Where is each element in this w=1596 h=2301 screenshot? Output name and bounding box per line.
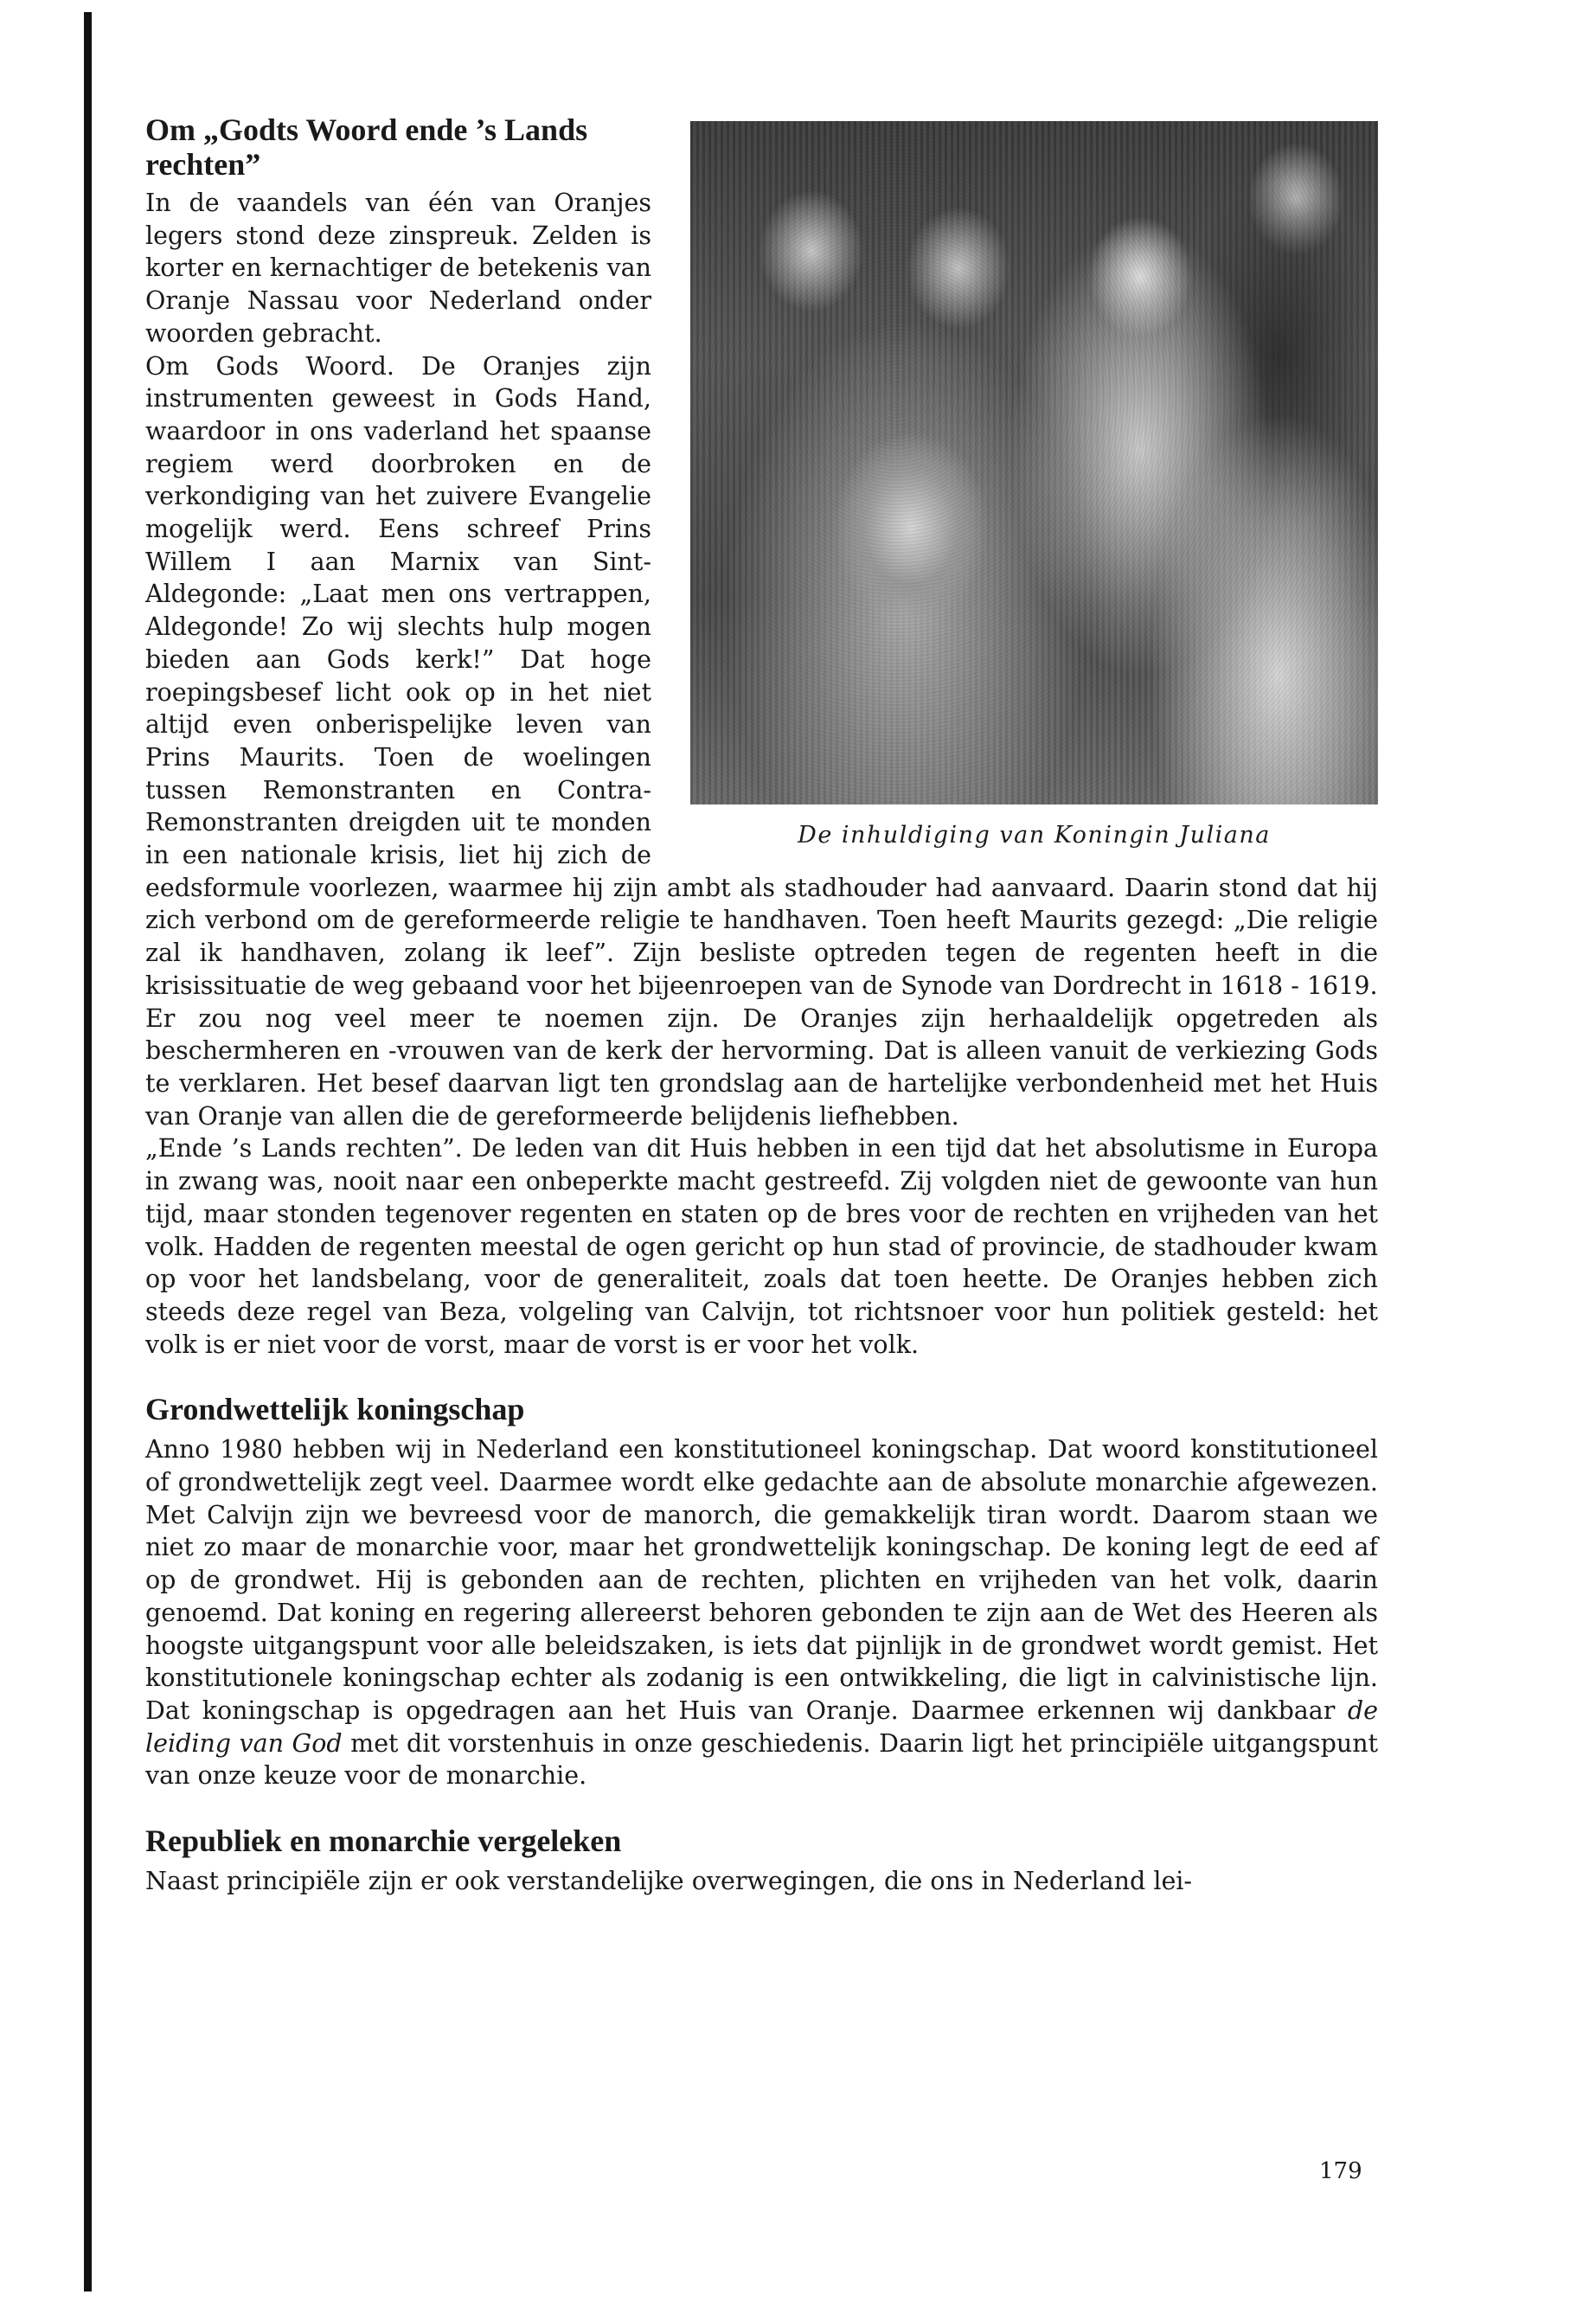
- paragraph-lands-rechten: „Ende ’s Lands rechten”. De leden van dit Huis hebben in een tijd dat het absolutisme in Europa in zwang was, nooit naar een onbeperkte macht gestreefd. Zij volgden niet de gewoonte van hun tijd, maar stonden tegenover regenten en staten op de bres voor de rechten en vrijheden van het volk. Hadden de regenten meestal de ogen gericht op hun stad of provincie, de stadhouder kwam op voor het landsbelang, voor de generaliteit, zoals dat toen heette. De Oranjes hebben zich steeds deze regel van Beza, volgeling van Calvijn, tot richtsnoer voor hun politiek gesteld: het volk is er niet voor de vorst, maar de vorst is er voor het volk.: [145, 1134, 1378, 1359]
- inauguration-photo: [690, 121, 1378, 804]
- page-content: [145, 112, 1378, 1898]
- text-run: met dit vorstenhuis in onze geschiedenis. Daarin ligt het principiële uitgangspunt van onze keuze voor de monarchie.: [145, 1728, 1379, 1791]
- paragraph-gods-woord: Om Gods Woord. De Oranjes zijn instrumenten geweest in Gods Hand, waardoor in ons vaderland het spaanse regiem werd doorbroken en de verkondiging van het zuivere Evangelie mogelijk werd. Eens schreef Prins Willem I aan Marnix van Sint-Aldegonde: „Laat men ons vertrappen, Aldegonde! Zo wij slechts hulp mogen bieden aan Gods kerk!” Dat hoge roepingsbesef licht ook op in het niet altijd even onberispelijke leven van Prins Maurits. Toen de woelingen tussen Remonstranten en Contra-Remonstranten dreigden uit te monden in een nationale krisis, liet hij zich de eedsformule voorlezen, waarmee hij zijn ambt als stadhouder had aanvaard. Daarin stond dat hij zich verbond om de gereformeerde religie te handhaven. Toen heeft Maurits gezegd: „Die religie zal ik handhaven, zolang ik leef”. Zijn besliste optreden tegen de regenten heeft in die krisissituatie de weg gebaand voor het bijeenroepen van de Synode van Dordrecht in 1618 - 1619.: [145, 351, 1378, 1000]
- emphasis-leiding-van-god: de leiding van God: [145, 1695, 1378, 1758]
- binding-edge: [84, 12, 92, 2291]
- paragraph-intro: In de vaandels van één van Oranjes legers stond deze zinspreuk. Zelden is korter en kernachtiger de betekenis van Oranje Nassau voor Nederland onder woorden gebracht.: [145, 189, 651, 348]
- paragraph-republiek: Naast principiële zijn er ook verstandelijke overwegingen, die ons in Nederland lei-: [145, 1867, 1193, 1896]
- section-heading-republiek: Republiek en monarchie vergeleken: [145, 1823, 622, 1859]
- paragraph-beschermheren: Er zou nog veel meer te noemen zijn. De Oranjes zijn herhaaldelijk opgetreden als beschermheren en -vrouwen van de kerk der hervorming. Dat is alleen vanuit de verkiezing Gods te verklaren. Het besef daarvan ligt ten grondslag aan de hartelijke verbondenheid met het Huis van Oranje van allen die de gereformeerde belijdenis liefhebben.: [145, 1003, 1378, 1131]
- page-number: 179: [1319, 2158, 1362, 2184]
- text-run: Anno 1980 hebben wij in Nederland een konstitutioneel koningschap. Dat woord konstitutioneel of grondwettelijk zegt veel. Daarmee wordt elke gedachte aan de absolute monarchie afgewezen. Met Calvijn zijn we bevreesd voor de manorch, die gemakkelijk tiran wordt. Daarom staan we niet zo maar de monarchie voor, maar het grondwettelijk koningschap. De koning legt de eed af op de grondwet. Hij is gebonden aan de rechten, plichten en vrijheden van het volk, daarin genoemd. Dat koning en regering allereerst behoren gebonden te zijn aan de Wet des Heeren als hoogste uitgangspunt voor alle beleidszaken, is iets dat pijnlijk in de grondwet wordt gemist. Het konstitutionele koningschap echter als zodanig is een ontwikkeling, die ligt in calvinistische lijn. Dat koningschap is opgedragen aan het Huis van Oranje. Daarmee erkennen wij dankbaar: [145, 1435, 1378, 1725]
- photo-figure: [677, 121, 1378, 849]
- section-heading-godts-woord: Om „Godts Woord ende ’s Lands rechten”: [145, 112, 588, 182]
- photo-caption: De inhuldiging van Koningin Juliana: [798, 822, 1271, 849]
- paragraph-grondwettelijk: [145, 1433, 1378, 1792]
- section-heading-grondwettelijk: Grondwettelijk koningschap: [145, 1392, 525, 1427]
